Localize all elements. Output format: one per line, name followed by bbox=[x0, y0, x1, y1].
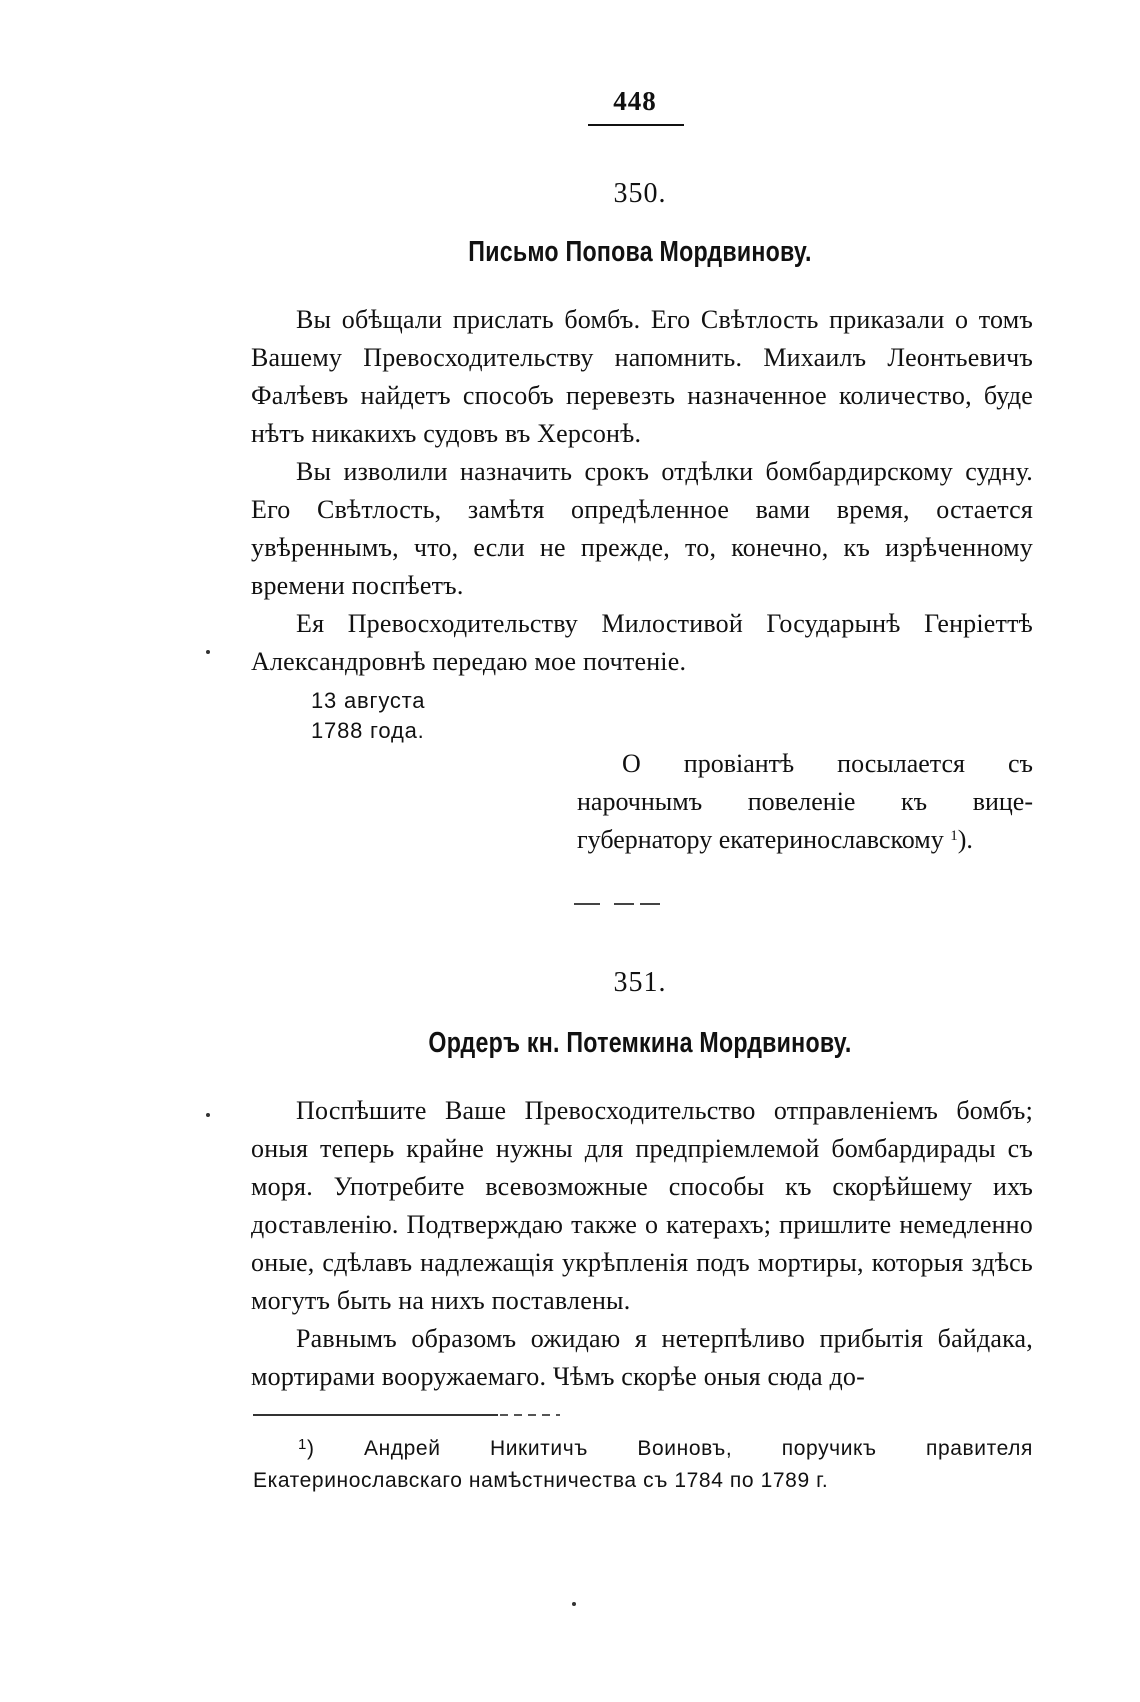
scan-speck bbox=[572, 1602, 576, 1606]
letter-date-year: 1788 года. bbox=[311, 718, 425, 743]
scan-speck bbox=[206, 1113, 210, 1117]
scan-speck bbox=[206, 650, 210, 654]
document-title-351: Ордеръ кн. Потемкина Мордвинову. bbox=[428, 1027, 852, 1059]
footnote-text: ) Андрей Никитичъ Воиновъ, поручикъ правителя Екатеринославскаго намѣстничества съ 1784 по 1789 г. bbox=[253, 1437, 1033, 1492]
footnote-reference: 1 bbox=[950, 828, 958, 844]
footnote-marker: 1 bbox=[298, 1436, 307, 1453]
order-paragraph-2: Равнымъ образомъ ожидаю я нетерпѣливо прибытія байдака, мортирами вооружаемаго. Чѣмъ скорѣе оныя сюда до- bbox=[251, 1324, 1033, 1391]
document-number-350: 350. bbox=[613, 178, 667, 209]
order-paragraph-1: Поспѣшите Ваше Превосходительство отправленіемъ бомбъ; оныя теперь крайне нужны для предпріемлемой бомбардирады съ моря. Употребите всевозможные способы къ скорѣйшему ихъ доставленію. Подтверждаю также о катерахъ; пришлите немедленно оные, сдѣлавъ надлежащія укрѣпленія подъ мортиры, которыя здѣсь могутъ быть на нихъ поставлены. bbox=[251, 1096, 1033, 1315]
document-title-350: Письмо Попова Мордвинову. bbox=[468, 236, 812, 268]
footnote bbox=[253, 1433, 1033, 1497]
page-number: 448 bbox=[613, 86, 657, 116]
footnote-rule bbox=[253, 1414, 498, 1416]
letter-paragraph-3: Ея Превосходительству Милостивой Государынѣ Генріеттѣ Александровнѣ передаю мое почтеніе. bbox=[251, 609, 1033, 676]
letter-postscript bbox=[577, 745, 1033, 859]
section-separator bbox=[574, 903, 600, 905]
section-separator bbox=[640, 903, 660, 905]
postscript-text: О провіантѣ посылается съ нарочнымъ повеленіе къ вице-губернатору екатеринославскому bbox=[577, 749, 1033, 854]
letter-paragraph-2: Вы изволили назначить срокъ отдѣлки бомбардирскому судну. Его Свѣтлость, замѣтя опредѣленное вами время, остается увѣреннымъ, что, если не прежде, то, конечно, къ изрѣченному времени поспѣетъ. bbox=[251, 457, 1033, 600]
letter-date-day: 13 августа bbox=[311, 688, 426, 713]
postscript-end: ). bbox=[957, 825, 973, 854]
footnote-rule-tail bbox=[500, 1414, 560, 1416]
letter-paragraph-1: Вы обѣщали прислать бомбъ. Его Свѣтлость приказали о томъ Вашему Превосходительству напомнить. Михаилъ Леонтьевичъ Фалѣевъ найдетъ способъ перевезть назначенное количество, буде нѣтъ никакихъ судовъ въ Херсонѣ. bbox=[251, 305, 1033, 448]
document-number-351: 351. bbox=[613, 967, 667, 998]
section-separator bbox=[614, 903, 634, 905]
page-number-rule bbox=[588, 124, 684, 126]
